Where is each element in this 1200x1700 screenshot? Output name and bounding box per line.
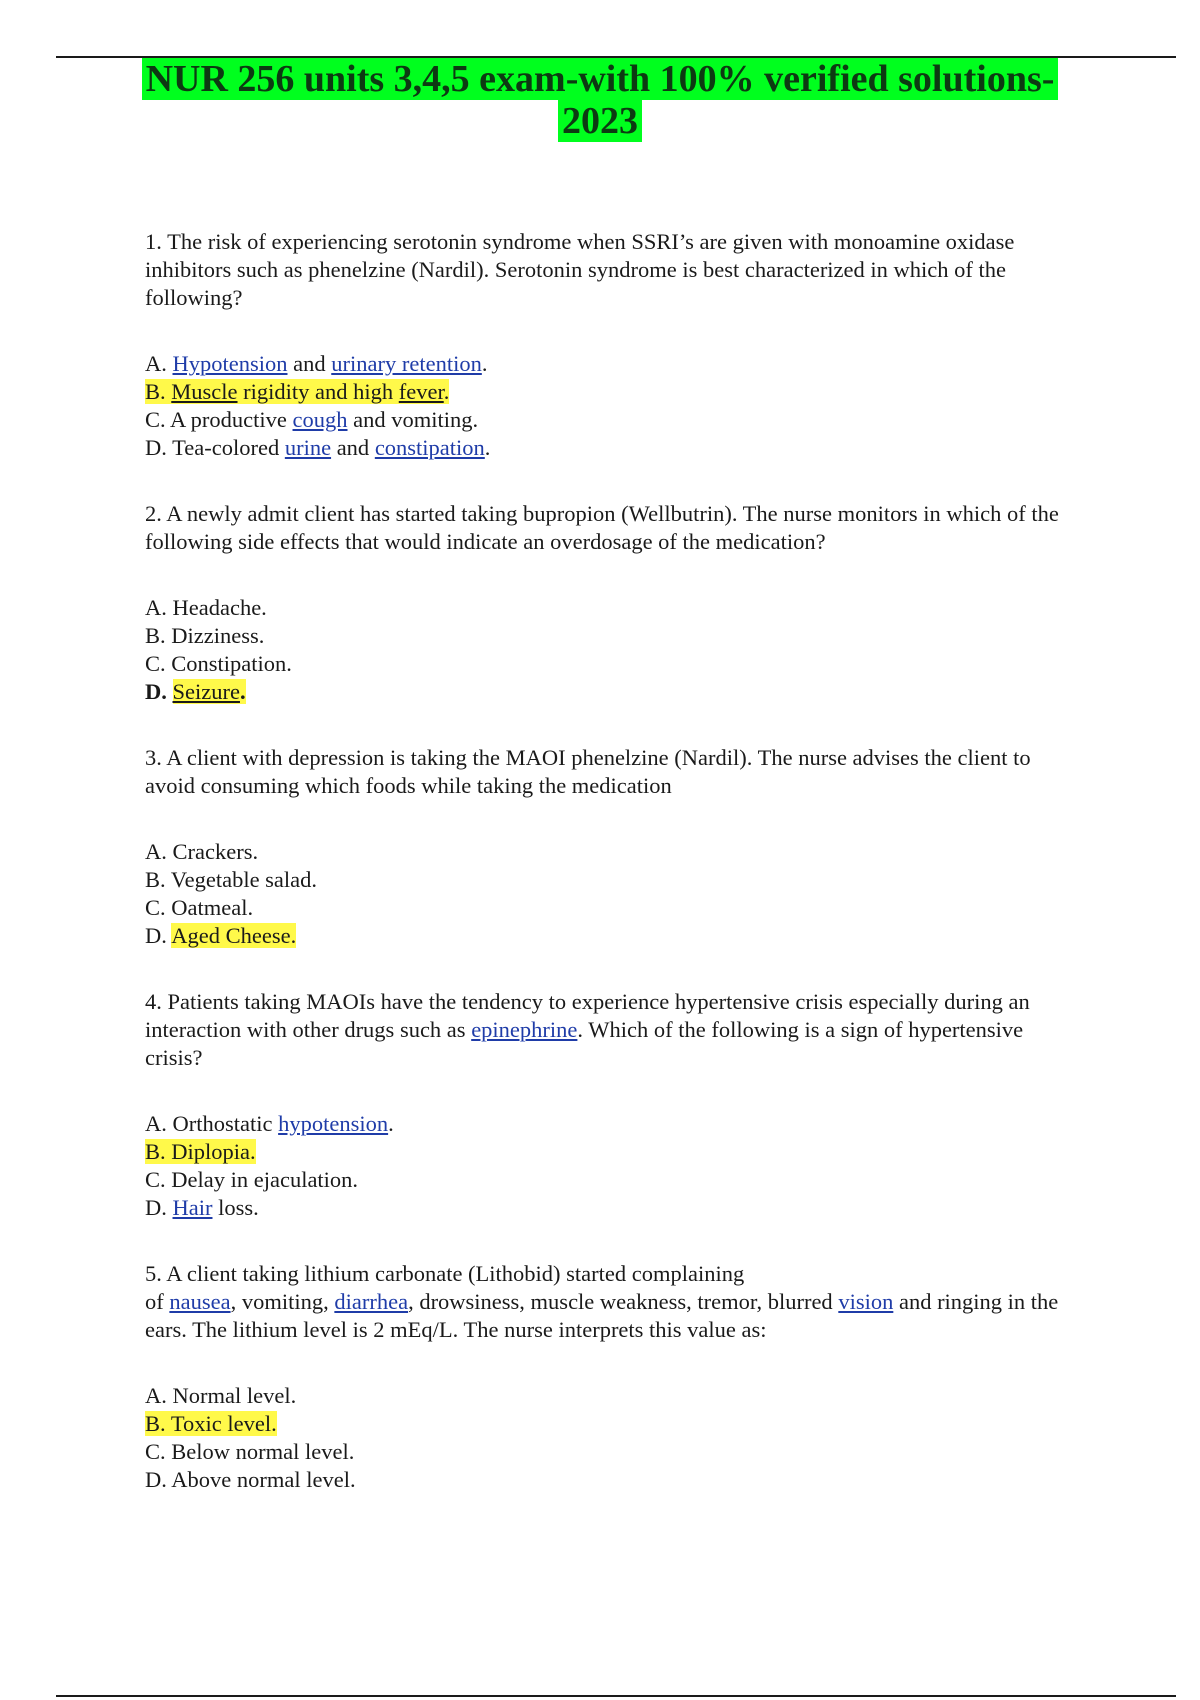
question-5-options	[145, 1382, 1085, 1494]
option-letter: C.	[145, 407, 166, 432]
question-text: A client taking lithium carbonate (Lithobid) started complaining	[166, 1261, 745, 1286]
question-text: A client with depression is taking the MAOI phenelzine (Nardil). The nurse advises the client to avoid consuming which foods while taking the medication	[145, 745, 1031, 798]
option-d	[145, 922, 1085, 950]
question-text: . Which of the following is a sign of hypertensive crisis?	[145, 1017, 1024, 1070]
link-nausea[interactable]: nausea	[169, 1289, 231, 1314]
option-letter: D.	[145, 1195, 167, 1220]
link-hypotension[interactable]: hypotension	[278, 1111, 389, 1136]
option-c: C. Constipation.	[145, 651, 292, 676]
option-b	[145, 378, 1085, 406]
title-line-2: 2023	[558, 100, 642, 142]
option-a: A. Headache.	[145, 595, 267, 620]
link-seizure[interactable]: Seizure	[172, 679, 240, 704]
option-text: .	[443, 379, 450, 404]
question-number: 3.	[145, 745, 162, 770]
question-number: 2.	[145, 501, 162, 526]
option-letter: D.	[145, 679, 167, 704]
option-a	[145, 1110, 1085, 1138]
option-c: C. Oatmeal.	[145, 895, 254, 920]
option-a	[145, 350, 1085, 378]
option-a: A. Crackers.	[145, 839, 259, 864]
option-letter: D.	[145, 435, 167, 460]
link-fever[interactable]: fever	[398, 379, 444, 404]
option-d: D. Above normal level.	[145, 1467, 356, 1492]
link-diarrhea[interactable]: diarrhea	[334, 1289, 409, 1314]
bottom-rule	[56, 1695, 1176, 1697]
option-c: C. Below normal level.	[145, 1439, 355, 1464]
option-text: and	[293, 351, 326, 376]
question-3-options	[145, 838, 1085, 950]
link-hair[interactable]: Hair	[172, 1195, 213, 1220]
question-number: 5.	[145, 1261, 162, 1286]
title-line-1: NUR 256 units 3,4,5 exam-with 100% verified solutions-	[142, 58, 1059, 100]
question-4-stem	[145, 988, 1085, 1072]
option-text: .	[484, 435, 491, 460]
option-letter: B.	[145, 379, 166, 404]
answer-highlight	[173, 679, 246, 704]
question-3-stem	[145, 744, 1085, 800]
option-c	[145, 406, 1085, 434]
option-text: loss.	[218, 1195, 259, 1220]
link-hypotension[interactable]: Hypotension	[172, 351, 288, 376]
question-2-options	[145, 594, 1085, 706]
question-text: A newly admit client has started taking bupropion (Wellbutrin). The nurse monitors in which of the following side effects that would indicate an overdosage of the medication?	[145, 501, 1059, 554]
option-b	[145, 1138, 1085, 1166]
option-text: A productive	[170, 407, 287, 432]
answer-highlight: B. Toxic level.	[145, 1411, 277, 1436]
option-d	[145, 678, 1085, 706]
option-letter: A.	[145, 351, 167, 376]
link-urine[interactable]: urine	[284, 435, 332, 460]
option-text: A. Orthostatic	[145, 1111, 273, 1136]
option-text: .	[388, 1111, 394, 1136]
option-b	[145, 1410, 1085, 1438]
option-text: .	[481, 351, 488, 376]
question-2-stem	[145, 500, 1085, 556]
question-4-options	[145, 1110, 1085, 1222]
link-cough[interactable]: cough	[292, 407, 348, 432]
option-d	[145, 434, 1085, 462]
answer-highlight	[145, 379, 449, 404]
question-text: The risk of experiencing serotonin syndrome when SSRI’s are given with monoamine oxidase inhibitors such as phenelzine (Nardil). Serotonin syndrome is best characterized in which of the following?	[145, 229, 1015, 310]
option-letter: D.	[145, 923, 167, 948]
link-muscle[interactable]: Muscle	[171, 379, 238, 404]
document-title	[0, 58, 1200, 142]
option-text: .	[239, 679, 246, 704]
question-1-options	[145, 350, 1085, 462]
question-list	[145, 228, 1085, 1532]
option-text: Tea-colored	[172, 435, 280, 460]
question-text: , drowsiness, muscle weakness, tremor, blurred	[408, 1289, 833, 1314]
question-number: 4.	[145, 989, 162, 1014]
option-text: rigidity and high	[243, 379, 394, 404]
option-c: C. Delay in ejaculation.	[145, 1167, 359, 1192]
question-text: , vomiting,	[230, 1289, 329, 1314]
answer-highlight: Aged Cheese.	[171, 923, 297, 948]
option-a: A. Normal level.	[145, 1383, 297, 1408]
answer-highlight: B. Diplopia.	[145, 1139, 256, 1164]
option-d	[145, 1194, 1085, 1222]
option-b: B. Dizziness.	[145, 623, 265, 648]
question-text: Patients taking MAOIs have the tendency to experience hypertensive crisis especially during an interaction with other drugs such as	[145, 989, 1030, 1042]
question-number: 1.	[145, 229, 162, 254]
link-vision[interactable]: vision	[838, 1289, 894, 1314]
link-urinary-retention[interactable]: urinary retention	[331, 351, 482, 376]
link-epinephrine[interactable]: epinephrine	[471, 1017, 578, 1042]
option-text: and	[336, 435, 370, 460]
option-b: B. Vegetable salad.	[145, 867, 318, 892]
question-1-stem	[145, 228, 1085, 312]
question-text: and ringing in the ears. The lithium level is 2 mEq/L. The nurse interprets this value as:	[145, 1289, 1059, 1342]
question-text: of	[145, 1289, 164, 1314]
question-5-stem	[145, 1260, 1085, 1344]
option-text: and vomiting.	[353, 407, 479, 432]
link-constipation[interactable]: constipation	[374, 435, 485, 460]
